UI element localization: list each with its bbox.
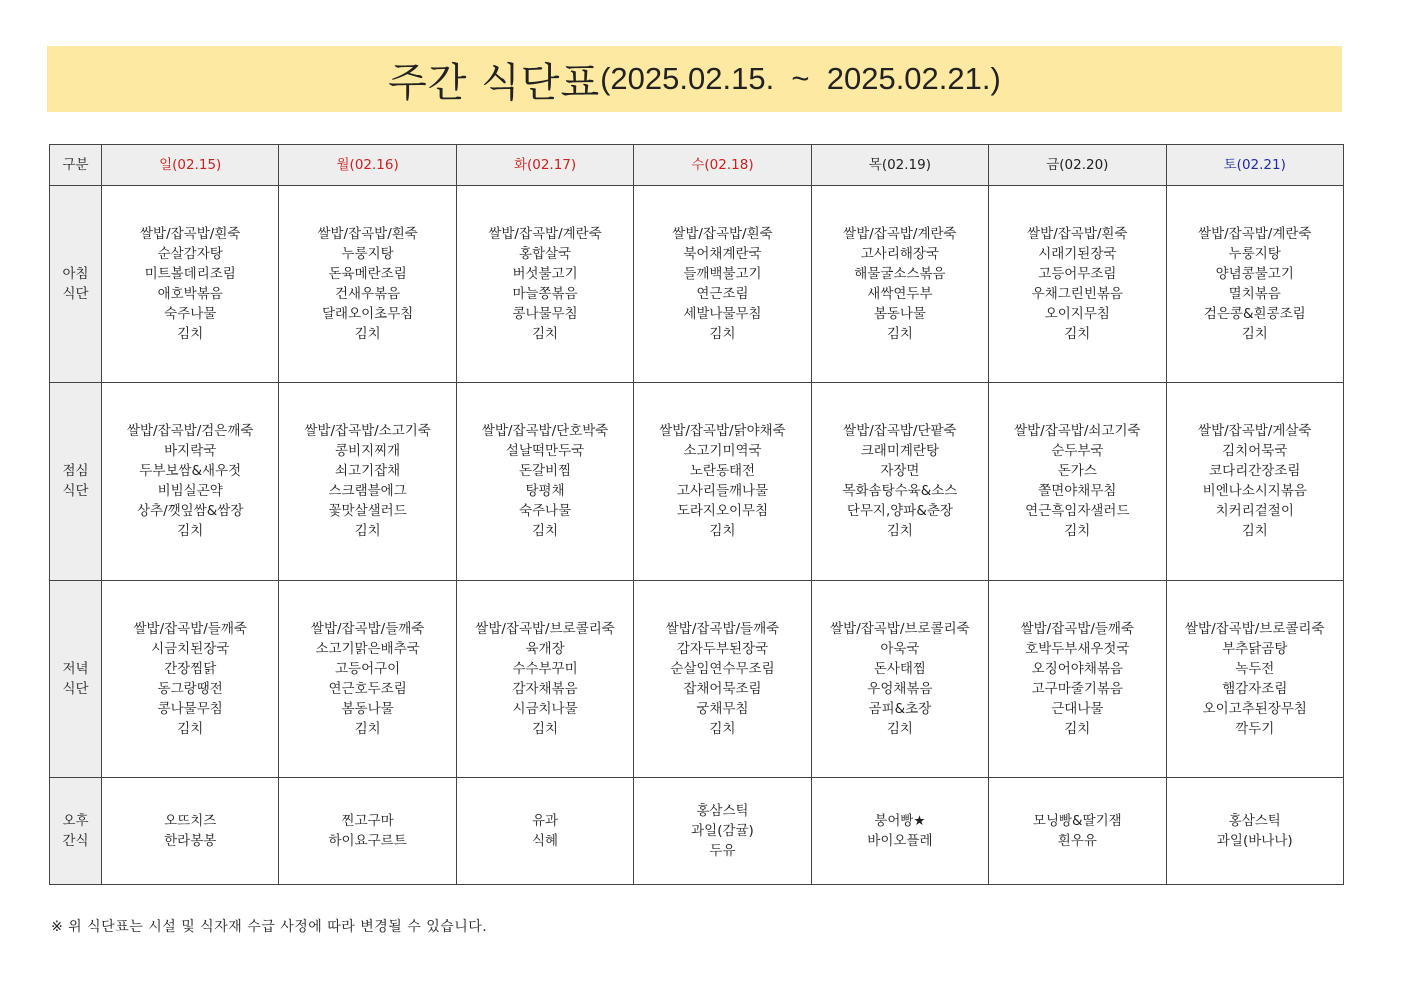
menu-item: 검은콩&흰콩조림 <box>1203 306 1306 323</box>
lunch-label <box>50 383 102 580</box>
snack-cell-sat <box>1166 777 1343 884</box>
menu-item: 쌀밥/잡곡밥/흰죽 <box>1027 226 1128 243</box>
menu-item: 감자채볶음 <box>512 680 578 697</box>
menu-item: 꽃맛살샐러드 <box>328 503 407 520</box>
menu-item: 식혜 <box>532 832 559 849</box>
menu-item: 김치 <box>886 523 913 540</box>
menu-item: 봄동나물 <box>341 700 394 717</box>
menu-item: 곰피&초장 <box>868 700 932 717</box>
menu-item: 달래오이초무침 <box>321 306 414 323</box>
day-header-fri: 금(02.20) <box>989 145 1166 186</box>
day-header-wed: 수(02.18) <box>634 145 811 186</box>
menu-item: 쌀밥/잡곡밥/단팥죽 <box>843 423 957 440</box>
menu-item: 김치 <box>177 523 204 540</box>
menu-item: 시래기된장국 <box>1038 246 1117 263</box>
lunch-cell-sun <box>102 383 279 580</box>
menu-item: 김치 <box>709 720 736 737</box>
dinner-cell-tue <box>456 580 633 777</box>
menu-item: 한라봉봉 <box>164 832 217 849</box>
lunch-cell-wed <box>634 383 811 580</box>
menu-item: 북어채계란국 <box>683 246 762 263</box>
breakfast-cell-tue <box>456 186 633 383</box>
menu-item: 도라지오이무침 <box>676 503 769 520</box>
menu-item: 김치 <box>177 720 204 737</box>
menu-item: 부추닭곰탕 <box>1222 640 1288 657</box>
day-header-sun: 일(02.15) <box>102 145 279 186</box>
menu-item: 쌀밥/잡곡밥/브로콜리죽 <box>830 620 970 637</box>
category-header: 구분 <box>50 145 102 186</box>
menu-item: 김치 <box>532 523 559 540</box>
menu-item: 돈가스 <box>1057 463 1097 480</box>
row-label-text: 간식 <box>62 832 89 849</box>
menu-item: 숙주나물 <box>164 306 217 323</box>
menu-item: 콩나물무침 <box>157 700 223 717</box>
menu-item: 연근흑임자샐러드 <box>1025 503 1130 520</box>
menu-item: 건새우볶음 <box>335 286 401 303</box>
menu-item: 연근조림 <box>696 286 749 303</box>
menu-item: 김치 <box>1241 326 1268 343</box>
menu-item: 탕평채 <box>525 483 565 500</box>
breakfast-row <box>50 186 1344 383</box>
row-label-text: 점심 <box>62 463 89 480</box>
dinner-row <box>50 580 1344 777</box>
menu-item: 근대나물 <box>1051 700 1104 717</box>
menu-item: 쌀밥/잡곡밥/브로콜리죽 <box>475 620 615 637</box>
menu-item: 깍두기 <box>1235 720 1275 737</box>
menu-item: 우채그린빈볶음 <box>1031 286 1123 303</box>
menu-item: 설날떡만두국 <box>505 443 585 460</box>
row-label-text: 식단 <box>62 483 89 500</box>
snack-label <box>50 777 102 884</box>
footnote: ※ 위 식단표는 시설 및 식자재 수급 사정에 따라 변경될 수 있습니다. <box>51 919 488 935</box>
menu-item: 크래미계란탕 <box>860 443 940 460</box>
menu-item: 쌀밥/잡곡밥/들깨죽 <box>133 620 247 637</box>
menu-item: 누룽지탕 <box>341 246 394 263</box>
menu-item: 숙주나물 <box>518 503 572 520</box>
menu-item: 쌀밥/잡곡밥/흰죽 <box>140 226 241 243</box>
menu-item: 콩비지찌개 <box>335 443 401 460</box>
menu-item: 과일(바나나) <box>1216 832 1293 849</box>
menu-item: 고등어구이 <box>335 660 401 677</box>
menu-item: 소고기맑은배추국 <box>315 640 420 657</box>
breakfast-cell-fri <box>989 186 1166 383</box>
day-header-sat: 토(02.21) <box>1166 145 1343 186</box>
dinner-label <box>50 580 102 777</box>
menu-item: 쌀밥/잡곡밥/계란죽 <box>1198 226 1312 243</box>
menu-item: 치커리겉절이 <box>1215 503 1294 520</box>
menu-item: 오이고추된장무침 <box>1202 700 1307 717</box>
menu-item: 들깨백불고기 <box>683 266 762 283</box>
menu-item: 궁채무침 <box>696 700 749 717</box>
row-label-text: 저녁 <box>62 660 89 677</box>
menu-item: 쫄면야채무침 <box>1038 483 1117 500</box>
menu-item: 봄동나물 <box>873 306 926 323</box>
menu-item: 김치어묵국 <box>1222 443 1288 460</box>
menu-item: 순살임연수무조림 <box>670 660 775 677</box>
menu-item: 호박두부새우젓국 <box>1025 640 1130 657</box>
dinner-cell-fri <box>989 580 1166 777</box>
menu-item: 고구마줄기볶음 <box>1031 680 1123 697</box>
menu-item: 감자두부된장국 <box>676 640 769 657</box>
menu-item: 시금치된장국 <box>151 640 230 657</box>
menu-item: 쌀밥/잡곡밥/검은깨죽 <box>126 423 254 440</box>
menu-item: 김치 <box>354 720 381 737</box>
menu-item: 쌀밥/잡곡밥/쇠고기죽 <box>1014 423 1141 440</box>
lunch-cell-mon <box>279 383 456 580</box>
menu-item: 쌀밥/잡곡밥/들깨죽 <box>310 620 425 637</box>
menu-item: 콩나물무침 <box>512 306 578 323</box>
menu-item: 수수부꾸미 <box>512 660 578 677</box>
breakfast-cell-mon <box>279 186 456 383</box>
snack-cell-mon <box>279 777 456 884</box>
menu-item: 연근호두조림 <box>328 680 407 697</box>
menu-item: 오이지무침 <box>1044 306 1110 323</box>
menu-item: 쌀밥/잡곡밥/소고기죽 <box>304 423 431 440</box>
menu-item: 비엔나소시지볶음 <box>1202 483 1307 500</box>
row-label-text: 오후 <box>62 812 89 829</box>
menu-item: 코다리간장조림 <box>1209 463 1301 480</box>
snack-cell-sun <box>102 777 279 884</box>
menu-item: 김치 <box>532 326 559 343</box>
menu-item: 홍삼스틱 <box>1228 812 1281 829</box>
menu-item: 오뜨치즈 <box>164 812 217 829</box>
menu-item: 유과 <box>532 812 559 829</box>
menu-item: 녹두전 <box>1235 660 1275 677</box>
menu-item: 고사리해장국 <box>860 246 940 263</box>
menu-item: 단무지,양파&춘장 <box>846 503 953 520</box>
lunch-cell-thu <box>811 383 988 580</box>
snack-cell-fri <box>989 777 1166 884</box>
menu-item: 바이오플레 <box>867 832 933 849</box>
menu-item: 순두부국 <box>1051 443 1104 460</box>
menu-item: 양념콩불고기 <box>1215 266 1294 283</box>
menu-item: 김치 <box>1241 523 1268 540</box>
menu-item: 순살감자탕 <box>157 246 223 263</box>
menu-item: 쌀밥/잡곡밥/계란죽 <box>843 226 957 243</box>
menu-item: 햄감자조림 <box>1222 680 1288 697</box>
menu-item: 잡채어묵조림 <box>683 680 762 697</box>
breakfast-cell-sat <box>1166 186 1343 383</box>
menu-item: 새싹연두부 <box>867 286 933 303</box>
menu-item: 누룽지탕 <box>1228 246 1281 263</box>
menu-item: 찐고구마 <box>341 812 394 829</box>
menu-item: 쌀밥/잡곡밥/단호박죽 <box>481 423 609 440</box>
dinner-cell-thu <box>811 580 988 777</box>
date-range: (2025.02.15. ~ 2025.02.21.) <box>600 61 1001 96</box>
menu-item: 하이요구르트 <box>328 832 407 849</box>
menu-item: 애호박볶음 <box>157 286 223 303</box>
page-title: 주간 식단표 <box>388 59 601 106</box>
menu-item: 쌀밥/잡곡밥/들깨죽 <box>1020 620 1135 637</box>
menu-item: 쌀밥/잡곡밥/흰죽 <box>317 226 418 243</box>
menu-item: 흰우유 <box>1057 832 1097 849</box>
menu-item: 우엉채볶음 <box>867 680 933 697</box>
menu-item: 김치 <box>354 523 381 540</box>
menu-item: 김치 <box>1064 523 1091 540</box>
menu-item: 과일(감귤) <box>691 822 754 839</box>
menu-item: 시금치나물 <box>512 700 578 717</box>
menu-item: 동그랑땡전 <box>157 680 223 697</box>
menu-item: 오징어야채볶음 <box>1031 660 1123 677</box>
menu-item: 멸치볶음 <box>1228 286 1281 303</box>
breakfast-cell-sun <box>102 186 279 383</box>
menu-item: 간장찜닭 <box>164 660 217 677</box>
header-row <box>50 145 1344 186</box>
lunch-cell-fri <box>989 383 1166 580</box>
menu-item: 비빔실곤약 <box>157 483 223 500</box>
menu-item: 쌀밥/잡곡밥/닭야채죽 <box>659 423 786 440</box>
menu-item: 아욱국 <box>880 640 920 657</box>
menu-item: 김치 <box>177 326 204 343</box>
snack-cell-thu <box>811 777 988 884</box>
dinner-cell-mon <box>279 580 456 777</box>
menu-item: 두부보쌈&새우젓 <box>139 463 242 480</box>
menu-item: 김치 <box>709 326 736 343</box>
menu-item: 김치 <box>1064 720 1091 737</box>
menu-item: 돈갈비찜 <box>518 463 572 480</box>
day-header-thu: 목(02.19) <box>811 145 988 186</box>
row-label-text: 아침 <box>62 266 89 283</box>
menu-item: 김치 <box>354 326 381 343</box>
menu-item: 쌀밥/잡곡밥/계란죽 <box>488 226 602 243</box>
breakfast-cell-wed <box>634 186 811 383</box>
menu-item: 김치 <box>709 523 736 540</box>
menu-item: 김치 <box>532 720 559 737</box>
lunch-row <box>50 383 1344 580</box>
menu-item: 육개장 <box>525 640 565 657</box>
menu-item: 목화솜탕수육&소스 <box>842 483 958 500</box>
weekly-menu-table <box>49 144 1344 885</box>
menu-item: 모닝빵&딸기잼 <box>1032 812 1122 829</box>
dinner-cell-sun <box>102 580 279 777</box>
day-header-tue: 화(02.17) <box>456 145 633 186</box>
menu-item: 돈육메란조림 <box>328 266 407 283</box>
menu-item: 쌀밥/잡곡밥/브로콜리죽 <box>1185 620 1325 637</box>
lunch-cell-tue <box>456 383 633 580</box>
menu-item: 스크램블에그 <box>328 483 407 500</box>
snack-row <box>50 777 1344 884</box>
menu-item: 쌀밥/잡곡밥/게살죽 <box>1198 423 1312 440</box>
menu-item: 마늘쫑볶음 <box>512 286 578 303</box>
menu-item: 해물굴소스볶음 <box>854 266 946 283</box>
menu-item: 세발나물무침 <box>683 306 762 323</box>
menu-item: 돈사태찜 <box>873 660 926 677</box>
menu-item: 쇠고기잡채 <box>335 463 401 480</box>
row-label-text: 식단 <box>62 286 89 303</box>
dinner-cell-wed <box>634 580 811 777</box>
breakfast-label <box>50 186 102 383</box>
menu-item: 상추/깻잎쌈&쌈장 <box>137 503 244 520</box>
menu-item: 바지락국 <box>164 443 217 460</box>
lunch-cell-sat <box>1166 383 1343 580</box>
dinner-cell-sat <box>1166 580 1343 777</box>
menu-item: 자장면 <box>880 463 920 480</box>
menu-item: 고사리들깨나물 <box>676 483 769 500</box>
menu-item: 고등어무조림 <box>1038 266 1117 283</box>
snack-cell-wed <box>634 777 811 884</box>
menu-item: 붕어빵★ <box>874 812 926 829</box>
menu-item: 김치 <box>1064 326 1091 343</box>
day-header-mon: 월(02.16) <box>279 145 456 186</box>
menu-item: 쌀밥/잡곡밥/들깨죽 <box>665 620 780 637</box>
breakfast-cell-thu <box>811 186 988 383</box>
menu-item: 두유 <box>709 842 736 859</box>
menu-item: 홍합살국 <box>518 246 572 263</box>
row-label-text: 식단 <box>62 680 89 697</box>
menu-item: 노란동태전 <box>689 463 756 480</box>
menu-item: 김치 <box>886 720 913 737</box>
menu-item: 김치 <box>886 326 913 343</box>
menu-item: 소고기미역국 <box>683 443 762 460</box>
menu-item: 홍삼스틱 <box>696 802 749 819</box>
menu-item: 버섯불고기 <box>512 266 578 283</box>
menu-item: 미트볼데리조림 <box>144 266 236 283</box>
snack-cell-tue <box>456 777 633 884</box>
menu-item: 쌀밥/잡곡밥/흰죽 <box>672 226 773 243</box>
title-banner <box>47 46 1342 112</box>
